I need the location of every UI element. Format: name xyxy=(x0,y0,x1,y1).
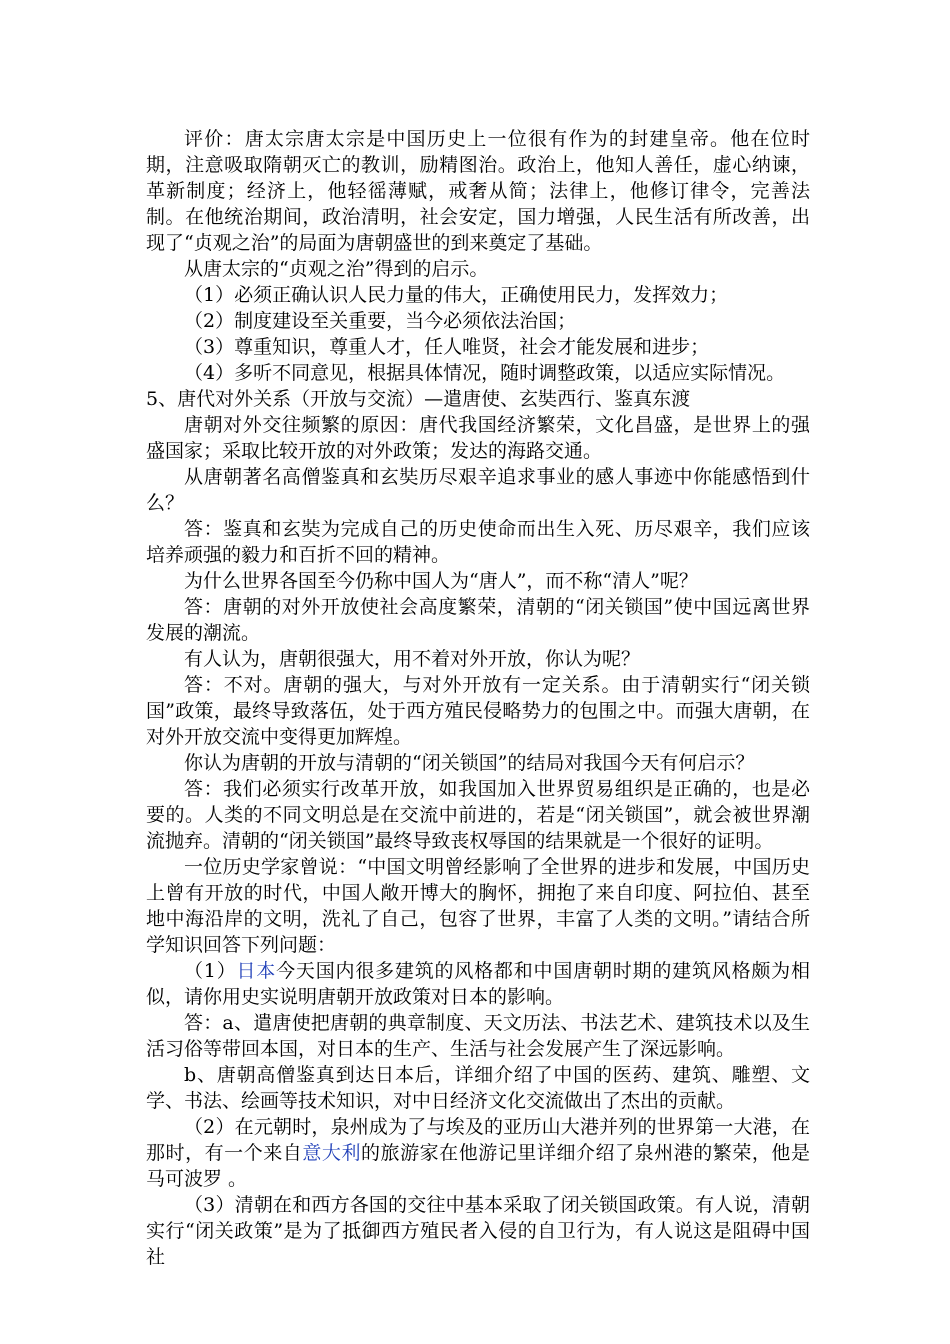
question: 为什么世界各国至今仍称中国人为“唐人”，而不称“清人”呢？ xyxy=(184,570,698,592)
question: 你认为唐朝的开放与清朝的“闭关锁国”的结局对我国今天有何启示？ xyxy=(184,752,755,774)
text-segment: （1） xyxy=(184,960,237,982)
answer: b、唐朝高僧鉴真到达日本后，详细介绍了中国的医药、建筑、雕塑、文学、书法、绘画等技术知识，对中日经济文化交流做出了杰出的贡献。 xyxy=(146,1064,810,1112)
document-body xyxy=(146,126,810,1270)
text-segment: 今天国内很多建筑的风格都和中国唐朝时期的建筑风格颇为相似，请你用史实说明唐朝开放政策对日本的影响。 xyxy=(146,960,810,1008)
list-item: （3）尊重知识，尊重人才，任人唯贤，社会才能发展和进步； xyxy=(184,336,710,358)
question: 有人认为，唐朝很强大，用不着对外开放，你认为呢？ xyxy=(184,648,641,670)
text-segment: 的旅游家在他游记里详细介绍了泉州港的繁荣，他是 马可波罗 。 xyxy=(146,1142,810,1190)
answer: 答：a、遣唐使把唐朝的典章制度、天文历法、书法艺术、建筑技术以及生活习俗等带回本国，对日本的生产、生活与社会发展产生了深远影响。 xyxy=(146,1012,810,1060)
question-quanzhou xyxy=(146,1114,810,1192)
answer: 答：鉴真和玄奘为完成自己的历史使命而出生入死、历尽艰辛，我们应该培养顽强的毅力和百折不回的精神。 xyxy=(146,518,810,566)
question-japan xyxy=(146,958,810,1010)
answer: 答：唐朝的对外开放使社会高度繁荣，清朝的“闭关锁国”使中国远离世界发展的潮流。 xyxy=(146,596,810,644)
answer: 答：不对。唐朝的强大，与对外开放有一定关系。由于清朝实行“闭关锁国”政策，最终导致落伍，处于西方殖民侵略势力的包围之中。而强大唐朝，在对外开放交流中变得更加辉煌。 xyxy=(146,674,810,748)
question-qing-policy: （3）清朝在和西方各国的交往中基本采取了闭关锁国政策。有人说，清朝实行“闭关政策”是为了抵御西方殖民者入侵的自卫行为，有人说这是阻碍中国社 xyxy=(146,1194,810,1268)
list-item: （2）制度建设至关重要，当今必须依法治国； xyxy=(184,310,577,332)
paragraph-inspiration-heading: 从唐太宗的“贞观之治”得到的启示。 xyxy=(184,258,489,280)
text-segment: （2）在元朝时，泉州成为了与埃及的亚历山大港并列的世界第一大港，在那时，有一个来自 xyxy=(146,1116,810,1164)
question: 从唐朝著名高僧鉴真和玄奘历尽艰辛追求事业的感人事迹中你能感悟到什么？ xyxy=(146,466,810,514)
paragraph-evaluation: 评价：唐太宗唐太宗是中国历史上一位很有作为的封建皇帝。他在位时期，注意吸取隋朝灭亡的教训，励精图治。政治上，他知人善任，虚心纳谏，革新制度；经济上，他轻徭薄赋，戒奢从简；法律上，他修订律令，完善法制。在他统治期间，政治清明，社会安定，国力增强，人民生活有所改善，出现了“贞观之治”的局面为唐朝盛世的到来奠定了基础。 xyxy=(146,128,810,254)
paragraph-historian-quote: 一位历史学家曾说：“中国文明曾经影响了全世界的进步和发展，中国历史上曾有开放的时代，中国人敞开博大的胸怀，拥抱了来自印度、阿拉伯、甚至地中海沿岸的文明，洗礼了自己，包容了世界，丰富了人类的文明。”请结合所学知识回答下列问题： xyxy=(146,856,810,956)
paragraph: 唐朝对外交往频繁的原因：唐代我国经济繁荣，文化昌盛，是世界上的强盛国家；采取比较开放的对外政策；发达的海路交通。 xyxy=(146,414,810,462)
list-item: （1）必须正确认识人民力量的伟大，正确使用民力，发挥效力； xyxy=(184,284,729,306)
answer: 答：我们必须实行改革开放，如我国加入世界贸易组织是正确的，也是必要的。人类的不同文明总是在交流中前进的，若是“闭关锁国”，就会被世界潮流抛弃。清朝的“闭关锁国”最终导致丧权辱国的结果就是一个很好的证明。 xyxy=(146,778,810,852)
italy-link[interactable]: 意大利 xyxy=(302,1142,361,1164)
section-heading: 5、唐代对外关系（开放与交流）—遣唐使、玄奘西行、鉴真东渡 xyxy=(146,388,691,410)
japan-link[interactable]: 日本 xyxy=(236,960,277,982)
list-item: （4）多听不同意见，根据具体情况，随时调整政策，以适应实际情况。 xyxy=(184,362,786,384)
